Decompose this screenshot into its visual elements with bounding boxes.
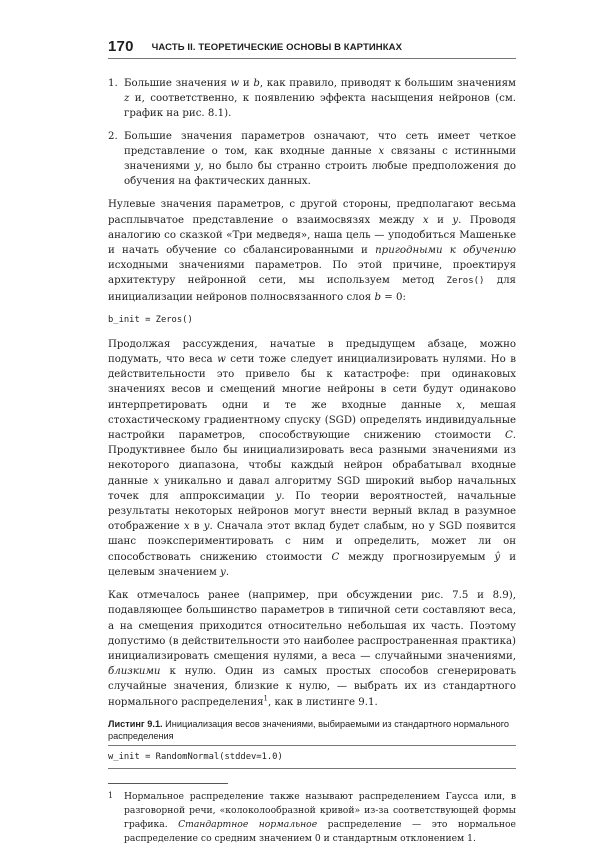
list-item <box>108 129 516 190</box>
paragraph-weights: Продолжая рассуждения, начатые в предыдущем абзаце, можно подумать, что веса w сети тоже следует инициализировать нулями. Но в действительности это привело бы к катастрофе: при одинаковых значениях весов и смещений многие нейроны в сети будут одинаково интерпретировать одни и те же входные данные x, мешая стохастическому градиентному спуску (SGD) определять индивидуальные настройки параметров, способствующие снижению стоимости C. Продуктивнее было бы инициализировать веса разными значениями из некоторого диапазона, чтобы каждый нейрон обрабатывал входные данные x уникально и давал алгоритму SGD широкий выбор начальных точек для аппроксимации y. По теории вероятностей, начальные результаты некоторых нейронов могут внести верный вклад в разумное отображение x в y. Сначала этот вклад будет слабым, но у SGD появится шанс поэкспериментировать с ним и определить, может ли он способствовать снижению стоимости C между прогнозируемым ŷ и целевым значением y. <box>108 338 516 578</box>
list-item-text: Большие значения w и b, как правило, приводят к большим значениям z и, соответственно, к появлению эффекта насыщения нейронов (см. график на рис. 8.1). <box>124 78 516 120</box>
list-item <box>108 76 516 122</box>
list-number: 2. <box>108 130 118 142</box>
paragraph-zeros: Нулевые значения параметров, с другой стороны, предполагают весьма расплывчатое представление о взаимосвязях между x и y. Проводя аналогию со сказкой «Три медведя», наша цель — уподобиться Машеньке и начать обучение со сбалансированными и пригодными к обучению исходными значениями параметров. По этой причине, проектируя архитектуру нейронной сети, мы используем метод Zeros() для инициализации нейронов полносвязанного слоя b = 0: <box>108 199 517 303</box>
numbered-list <box>108 76 516 189</box>
footnote <box>108 790 516 846</box>
listing-caption: Листинг 9.1. Инициализация весов значениями, выбираемыми из стандартного нормального распределения <box>108 718 509 742</box>
footnote-text: Нормальное распределение также называют распределением Гаусса или, в разговорной речи, «колоколообразной кривой» из-за соответствующей формы графика. Стандартное нормальное распределение — это нормальное распределение со средним значением 0 и стандартным отклонением 1. <box>124 790 516 844</box>
footnote-divider <box>108 783 228 784</box>
page-number: 170 <box>108 38 134 55</box>
list-number: 1. <box>108 78 118 89</box>
running-head: ЧАСТЬ II. ТЕОРЕТИЧЕСКИЕ ОСНОВЫ В КАРТИНКАХ <box>151 42 403 53</box>
code-w-init: w_init = RandomNormal(stddev=1.0) <box>108 751 283 762</box>
list-item-text: Большие значения параметров означают, что сеть имеет четкое представление о том, как входные данные x связаны с истинными значениями y, но было бы странно строить любые предположения до обучения на фактических данных. <box>124 130 516 188</box>
paragraph-biases: Как отмечалось ранее (например, при обсуждении рис. 7.5 и 8.9), подавляющее большинство параметров в типичной сети составляют веса, а на смещения приходится относительно небольшая их часть. Поэтому допустимо (в действительности это наиболее распространенная практика) инициализировать смещения нулями, а веса — случайными значениями, близкими к нулю. Один из самых простых способов сгенерировать случайные значения, близкие к нулю, — выбрать их из стандартного нормального распределения$^1$, как в листинге 9.1. <box>108 590 516 708</box>
page-header <box>108 34 516 59</box>
listing-9-1 <box>108 718 516 769</box>
code-b-init: b_init = Zeros() <box>108 314 193 325</box>
footnote-mark: 1 <box>108 790 114 800</box>
listing-rule <box>108 745 516 746</box>
page-body <box>108 76 516 846</box>
